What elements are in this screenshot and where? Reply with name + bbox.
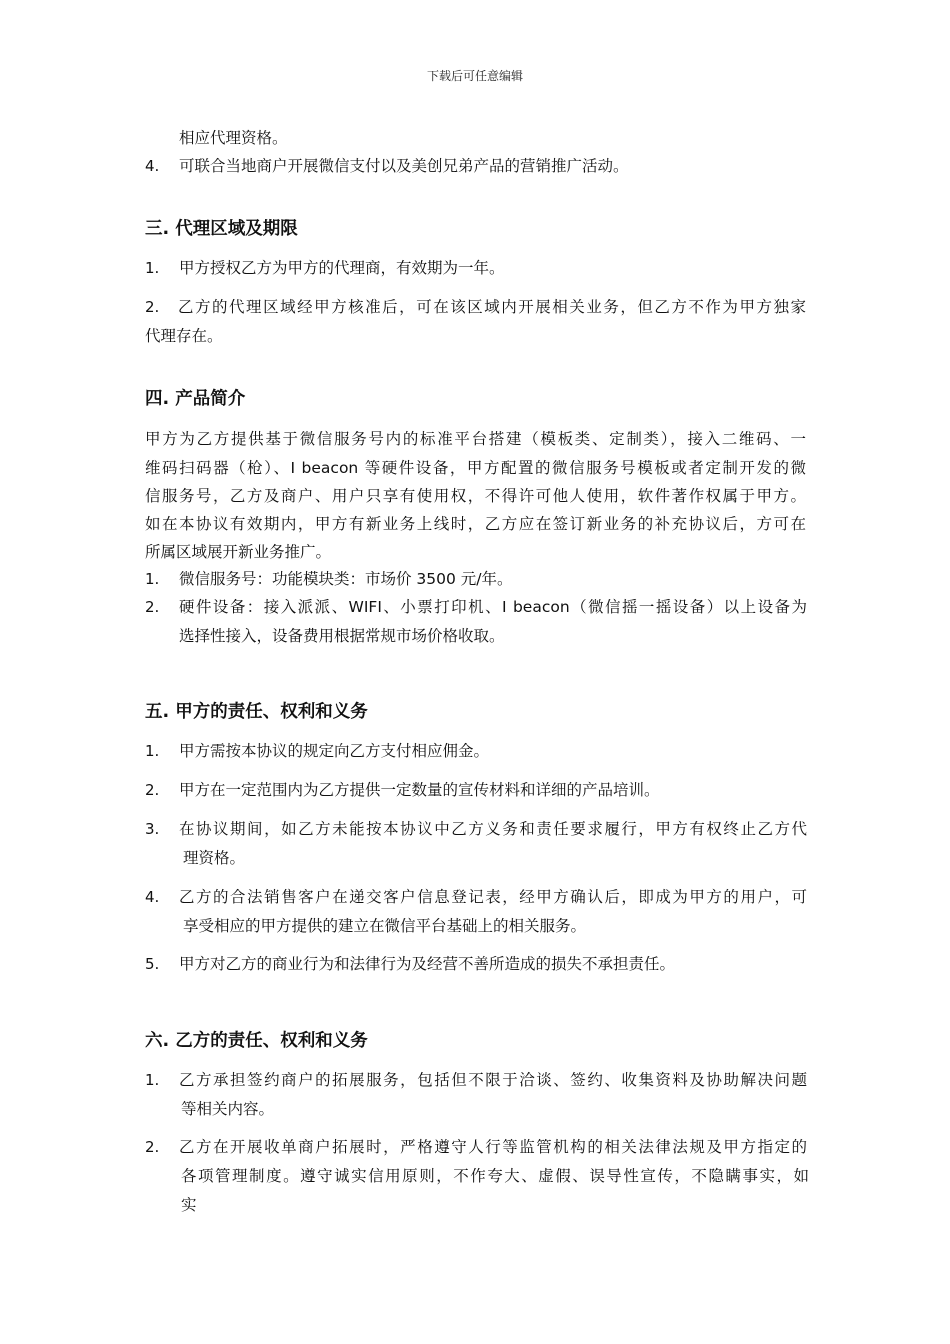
list-number: 1.: [145, 1071, 160, 1089]
list-number: 1.: [145, 570, 160, 588]
section-heading-5: 五. 甲方的责任、权利和义务: [145, 702, 368, 722]
list-item-text: 微信服务号：功能模块类：市场价 3500 元/年。: [179, 570, 513, 588]
list-number: 3.: [145, 820, 160, 838]
section-heading-3: 三. 代理区域及期限: [145, 219, 298, 239]
list-item-text: 乙方的合法销售客户在递交客户信息登记表，经甲方确认后，即成为甲方的用户，可: [179, 888, 807, 906]
paragraph-line: 所属区域展开新业务推广。: [145, 543, 332, 561]
list-number: 1.: [145, 259, 160, 277]
continuation-line: 相应代理资格。: [179, 129, 288, 147]
list-item-text-cont: 享受相应的甲方提供的建立在微信平台基础上的相关服务。: [183, 917, 587, 935]
paragraph-line: 如在本协议有效期内，甲方有新业务上线时，乙方应在签订新业务的补充协议后，方可在: [145, 515, 806, 533]
page-header: 下载后可任意编辑: [426, 69, 523, 83]
list-item-text: 乙方的代理区域经甲方核准后，可在该区域内开展相关业务，但乙方不作为甲方独家: [178, 298, 806, 316]
paragraph-line: 维码扫码器（枪）、I beacon 等硬件设备，甲方配置的微信服务号模板或者定制开发的微: [145, 459, 806, 477]
list-item-text-cont: 等相关内容。: [181, 1100, 275, 1118]
list-item-text: 甲方在一定范围内为乙方提供一定数量的宣传材料和详细的产品培训。: [179, 781, 660, 799]
section-heading-4: 四. 产品简介: [145, 389, 246, 409]
list-item-text-cont: 各项管理制度。遵守诚实信用原则，不作夸大、虚假、误导性宣传，不隐瞒事实，如: [181, 1167, 809, 1185]
list-number: 1.: [145, 742, 160, 760]
list-item-text: 乙方在开展收单商户拓展时，严格遵守人行等监管机构的相关法律法规及甲方指定的: [179, 1138, 807, 1156]
list-item-text: 可联合当地商户开展微信支付以及美创兄弟产品的营销推广活动。: [179, 157, 629, 175]
list-number: 4.: [145, 888, 160, 906]
list-item-text: 乙方承担签约商户的拓展服务，包括但不限于洽谈、签约、收集资料及协助解决问题: [179, 1071, 807, 1089]
list-number: 2.: [145, 781, 160, 799]
list-item-text: 硬件设备：接入派派、WIFI、小票打印机、I beacon（微信摇一摇设备）以上设备为: [179, 598, 807, 616]
list-item-text: 甲方授权乙方为甲方的代理商，有效期为一年。: [179, 259, 505, 277]
list-number: 2.: [145, 298, 160, 316]
paragraph-line: 甲方为乙方提供基于微信服务号内的标准平台搭建（模板类、定制类），接入二维码、一: [145, 430, 806, 448]
list-number: 5.: [145, 955, 160, 973]
list-item-text-cont: 代理存在。: [145, 327, 223, 345]
list-number: 2.: [145, 598, 160, 616]
paragraph-line: 信服务号，乙方及商户、用户只享有使用权，不得许可他人使用，软件著作权属于甲方。: [145, 487, 806, 505]
list-item-text-cont: 实: [181, 1196, 197, 1214]
list-item-text: 甲方对乙方的商业行为和法律行为及经营不善所造成的损失不承担责任。: [179, 955, 676, 973]
list-number: 2.: [145, 1138, 160, 1156]
list-item-text: 甲方需按本协议的规定向乙方支付相应佣金。: [179, 742, 490, 760]
section-heading-6: 六. 乙方的责任、权利和义务: [145, 1031, 368, 1051]
list-item-text-cont: 选择性接入，设备费用根据常规市场价格收取。: [179, 627, 505, 645]
list-item-text: 在协议期间，如乙方未能按本协议中乙方义务和责任要求履行，甲方有权终止乙方代: [179, 820, 807, 838]
list-number: 4.: [145, 157, 160, 175]
list-item-text-cont: 理资格。: [183, 849, 246, 867]
